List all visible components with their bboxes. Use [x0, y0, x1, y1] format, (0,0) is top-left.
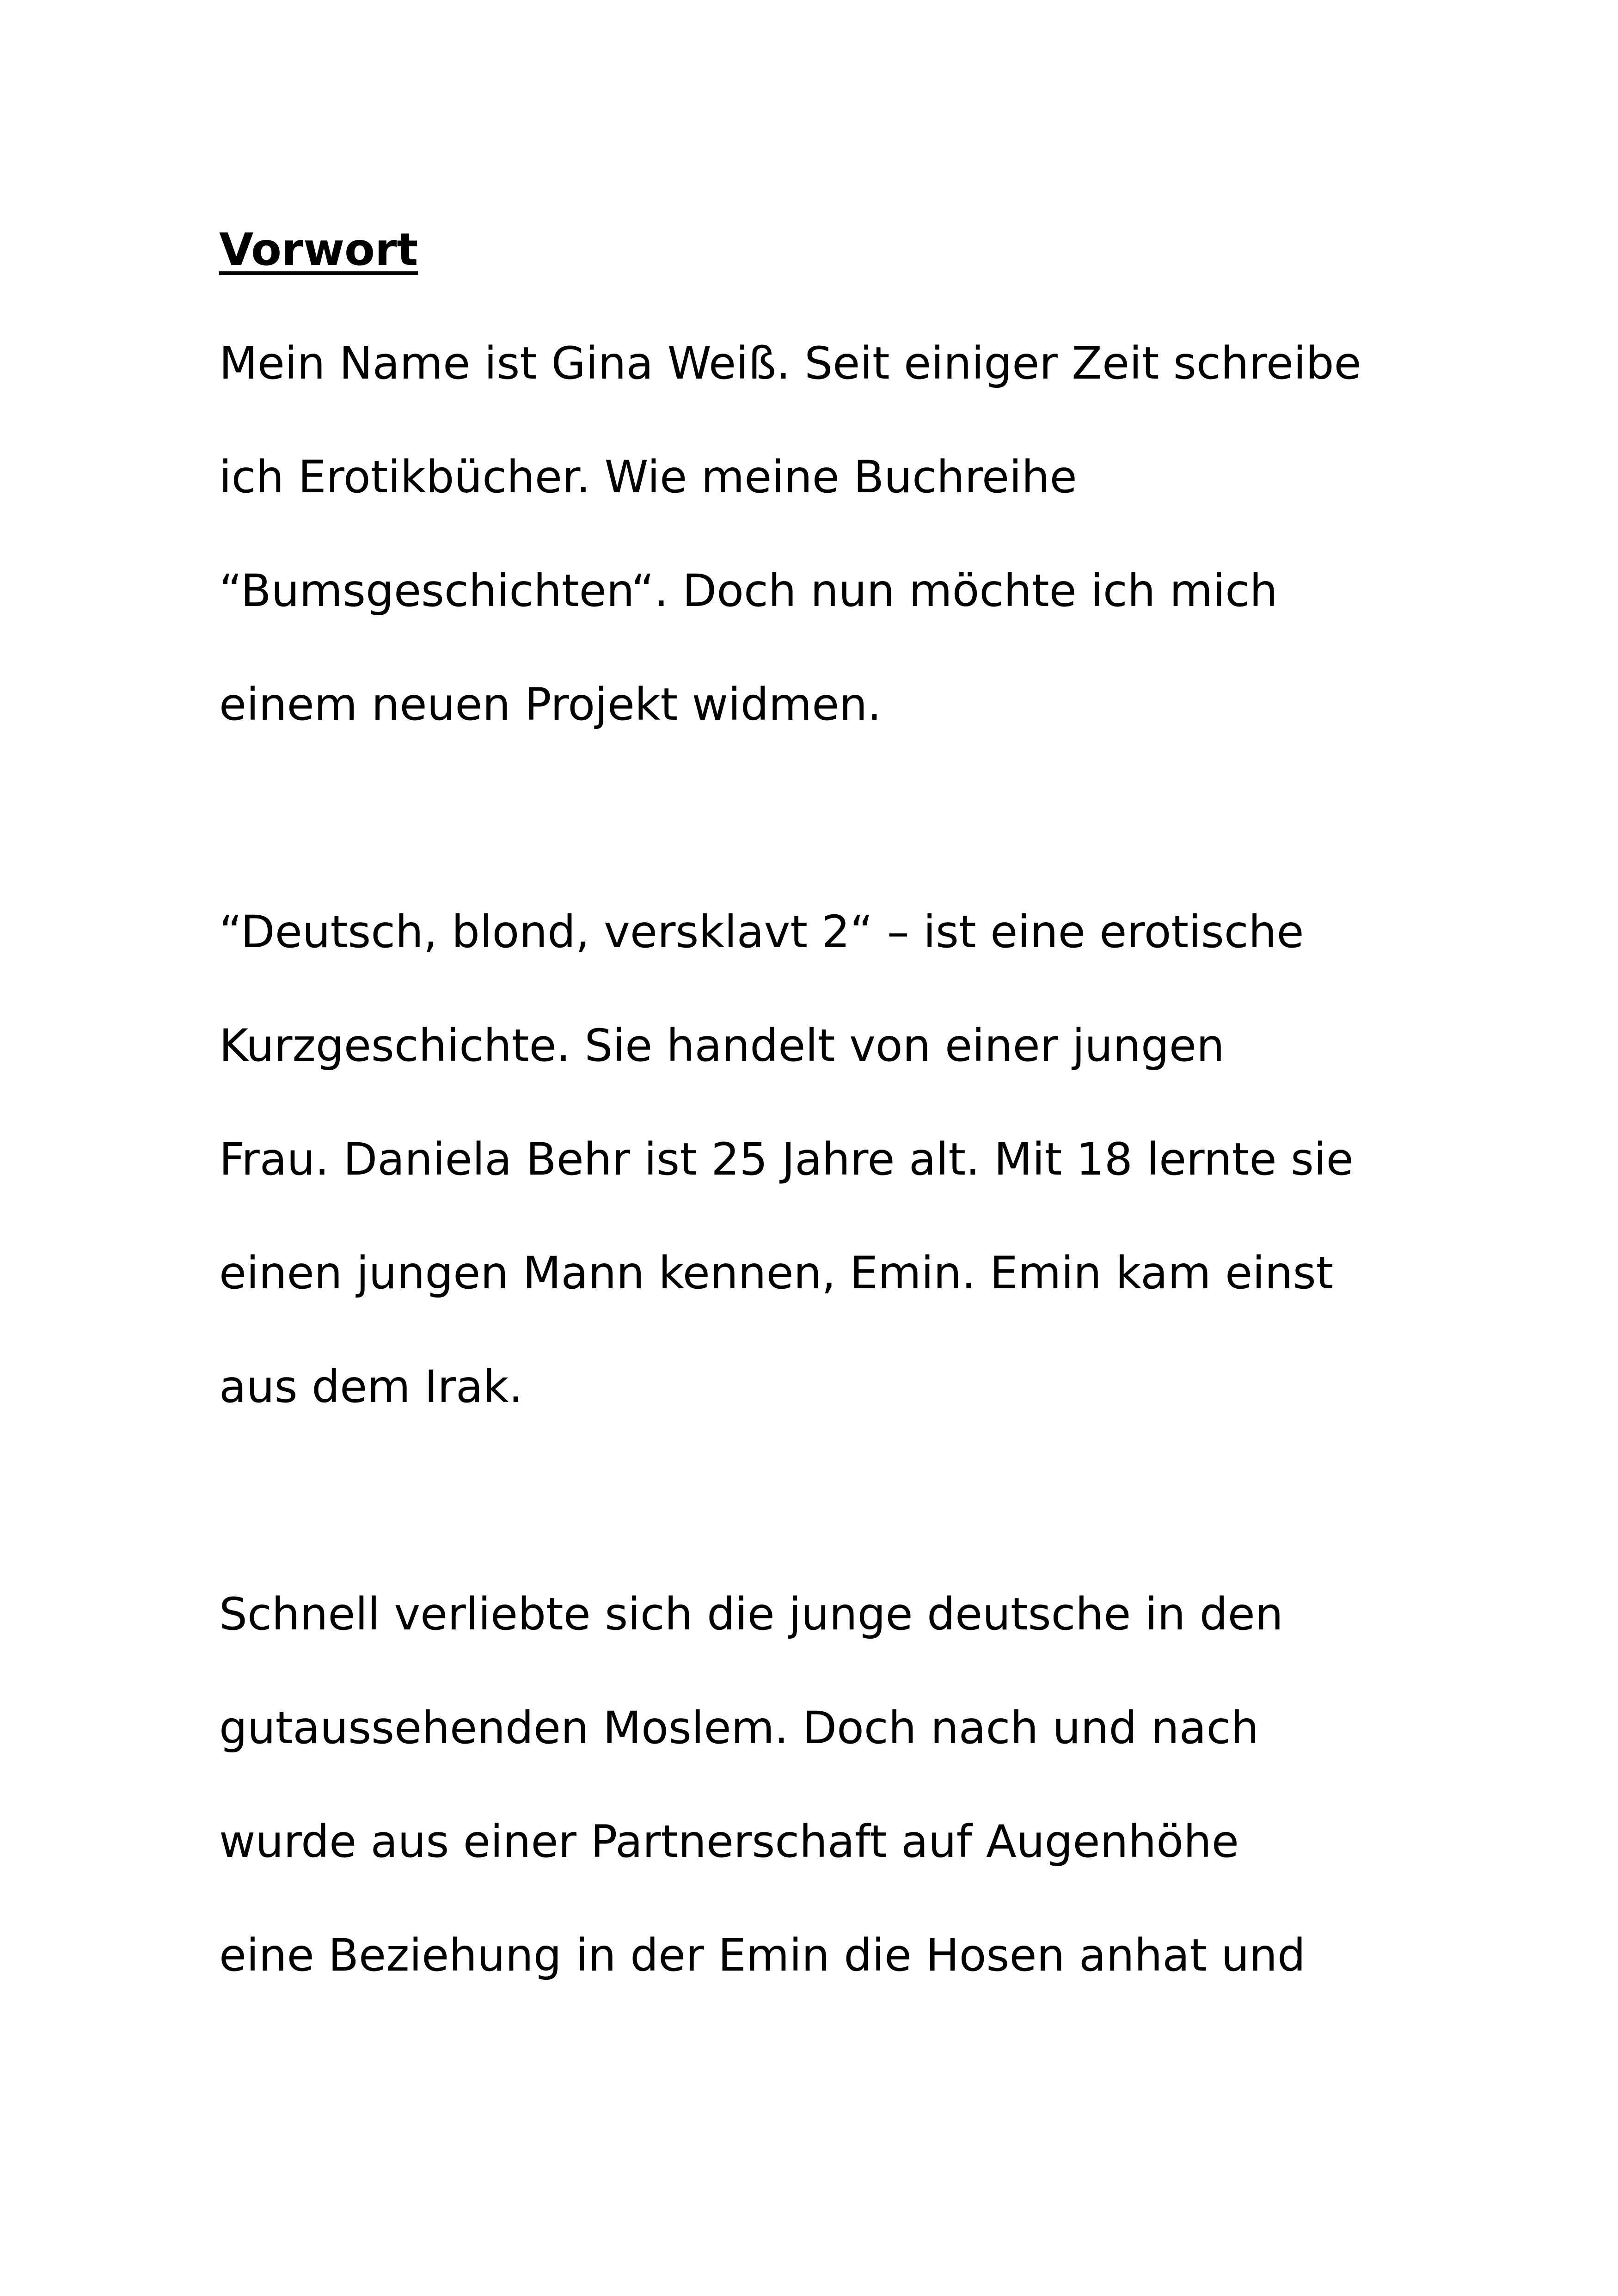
- line-gap: [219, 1760, 1421, 1809]
- line-gap: [219, 623, 1421, 672]
- text-line: gutaussehenden Moslem. Doch nach und nach: [219, 1702, 1259, 1754]
- text-line: eine Beziehung in der Emin die Hosen anhat und: [219, 1929, 1306, 1981]
- paragraph-2: [219, 900, 1421, 1419]
- text-line: einen jungen Mann kennen, Emin. Emin kam einst: [219, 1247, 1334, 1299]
- line-gap: [219, 1192, 1421, 1241]
- page-title: Vorwort: [219, 224, 418, 276]
- text-line: Kurzgeschichte. Sie handelt von einer jungen: [219, 1020, 1225, 1071]
- line-gap: [219, 509, 1421, 558]
- paragraph-1: [219, 331, 1421, 737]
- document-body: [219, 217, 1421, 1988]
- text-line: einem neuen Projekt widmen.: [219, 679, 882, 730]
- paragraph-3: [219, 1582, 1421, 1988]
- text-line: “Bumsgeschichten“. Doch nun möchte ich mich: [219, 565, 1278, 617]
- paragraph-gap: [219, 1419, 1421, 1582]
- text-line: Schnell verliebte sich die junge deutsche in den: [219, 1588, 1283, 1640]
- text-line: Mein Name ist Gina Weiß. Seit einiger Zeit schreibe: [219, 337, 1361, 389]
- line-gap: [219, 1078, 1421, 1127]
- spacer: [219, 282, 1421, 331]
- text-line: wurde aus einer Partnerschaft auf Augenhöhe: [219, 1816, 1239, 1867]
- line-gap: [219, 396, 1421, 445]
- paragraph-gap: [219, 737, 1421, 900]
- line-gap: [219, 1647, 1421, 1696]
- text-line: ich Erotikbücher. Wie meine Buchreihe: [219, 451, 1077, 503]
- text-line: Frau. Daniela Behr ist 25 Jahre alt. Mit 18 lernte sie: [219, 1133, 1354, 1185]
- line-gap: [219, 1874, 1421, 1923]
- text-line: aus dem Irak.: [219, 1361, 523, 1413]
- line-gap: [219, 964, 1421, 1013]
- line-gap: [219, 1305, 1421, 1354]
- text-line: “Deutsch, blond, versklavt 2“ – ist eine erotische: [219, 906, 1304, 958]
